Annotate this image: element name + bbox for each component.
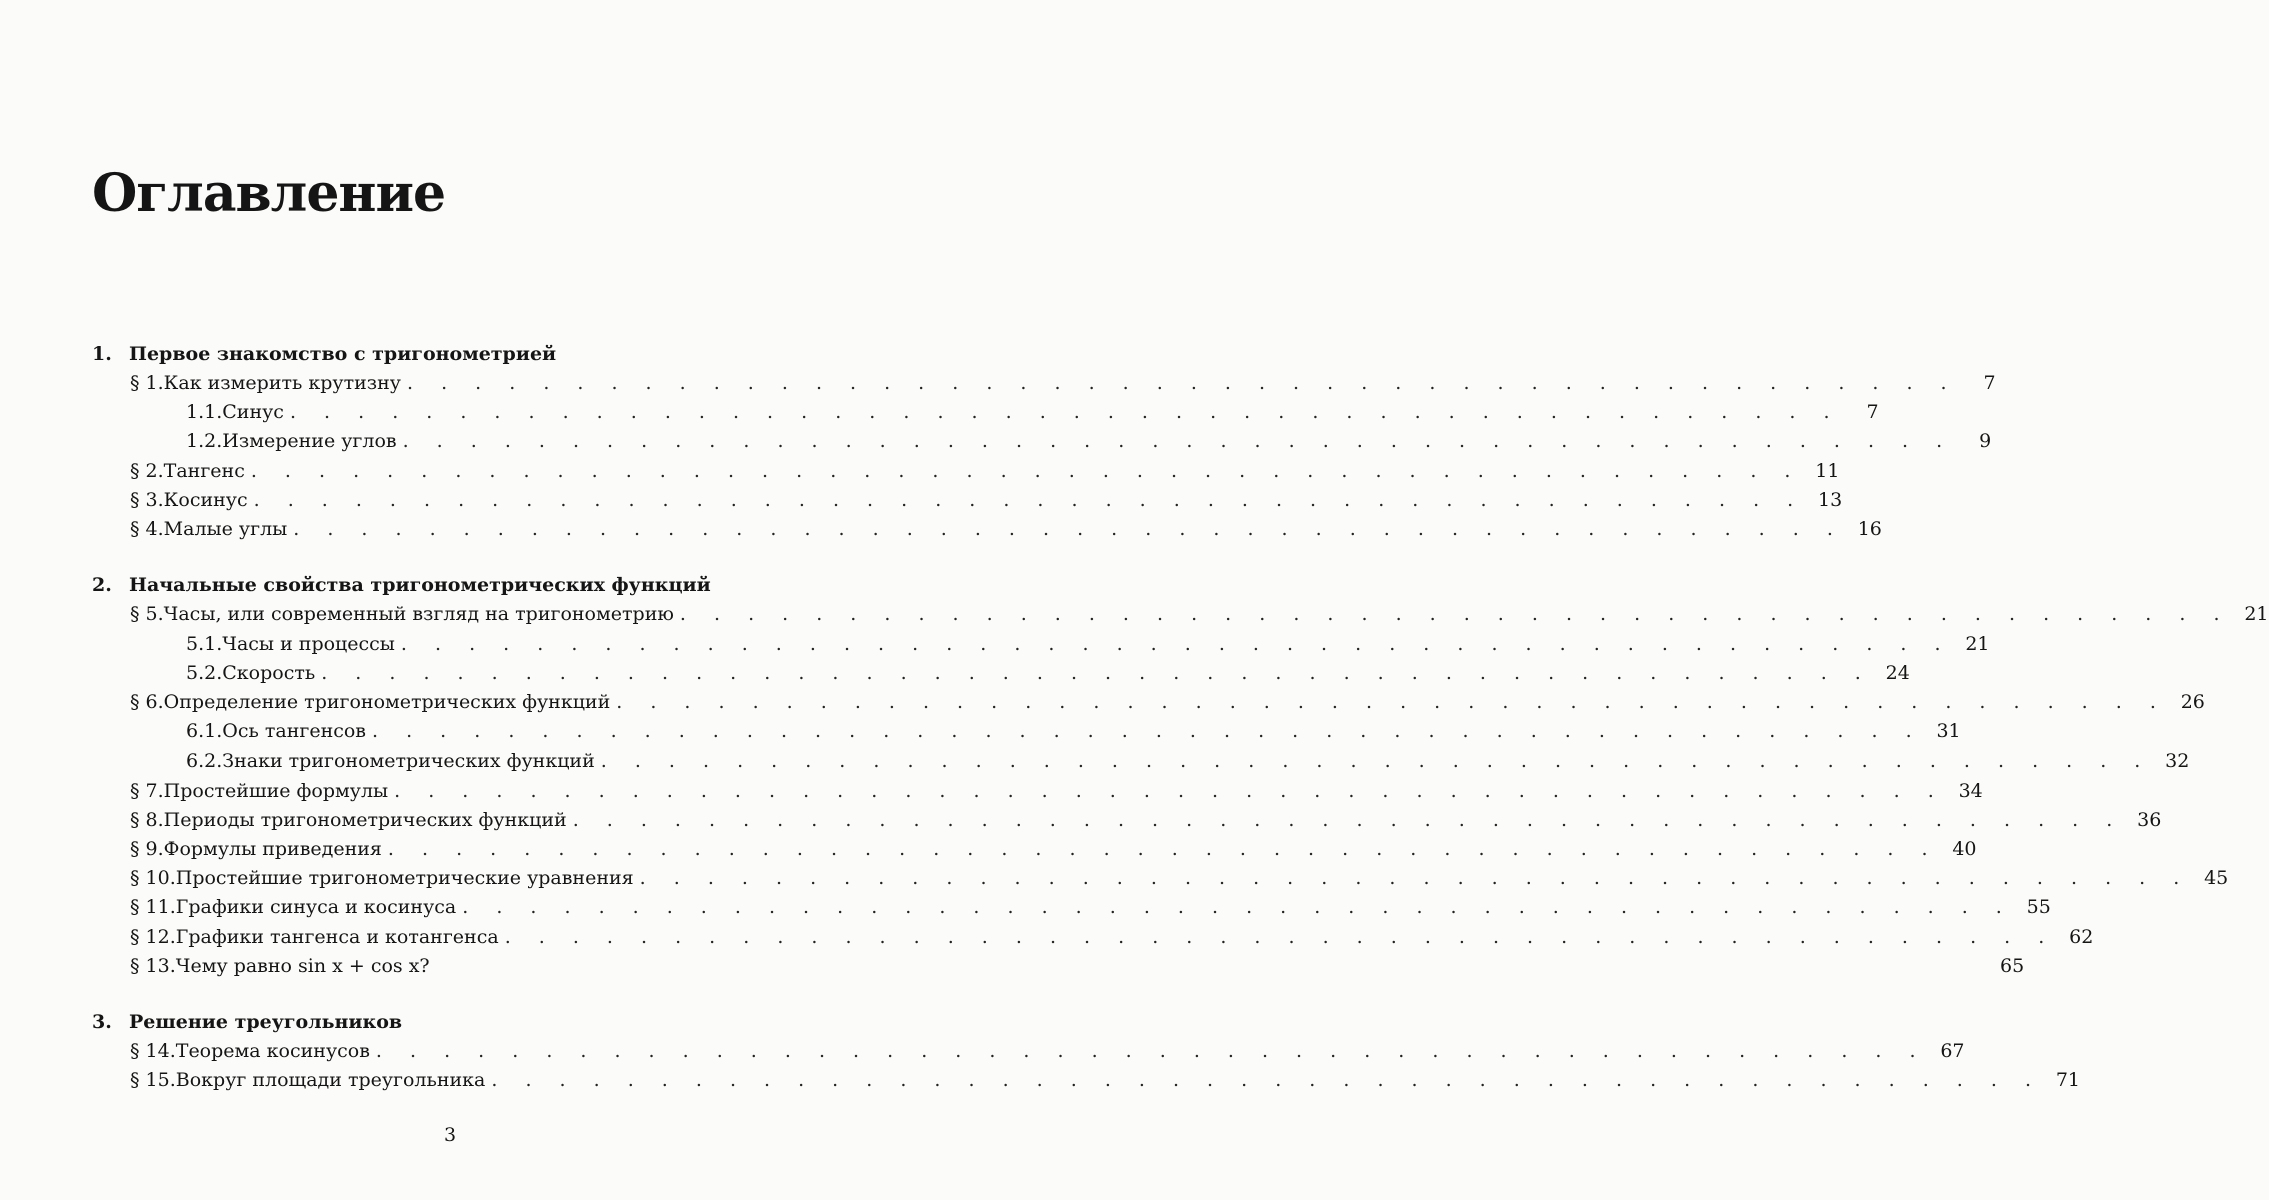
- entry-number: § 4.: [130, 518, 164, 540]
- entry-number: § 3.: [130, 489, 164, 511]
- entry-title: Скорость: [222, 662, 316, 684]
- toc-subentry[interactable]: [186, 660, 1910, 686]
- entry-number: § 9.: [130, 838, 164, 860]
- entry-title: Простейшие тригонометрические уравнения: [175, 867, 634, 889]
- chapter-number: 3.: [92, 1011, 112, 1033]
- toc-entry[interactable]: [130, 865, 2229, 891]
- entry-number: 6.1.: [186, 720, 223, 742]
- entry-number: § 5.: [130, 603, 164, 625]
- entry-title: Периоды тригонометрических функций: [163, 809, 567, 831]
- entry-number: § 10.: [130, 867, 176, 889]
- chapter-title: Решение треугольников: [129, 1011, 403, 1033]
- entry-page: 24: [1885, 662, 1910, 684]
- entry-title: Чему равно sin x + cos x?: [175, 955, 430, 977]
- entry-title: Простейшие формулы: [163, 780, 389, 802]
- dot-leader: . . . . . . . . . . . . . . . . . . . . . . . . . . . . . . . . . . . . . . . . . . . . . .: [639, 867, 2191, 889]
- entry-title: Как измерить крутизну: [163, 372, 401, 394]
- entry-page: 21: [2244, 603, 2269, 625]
- dot-leader: . . . . . . . . . . . . . . . . . . . . . . . . . . . . . . . . . . . . . . . . . . . . . .: [491, 1069, 2042, 1091]
- entry-title: Косинус: [163, 489, 248, 511]
- entry-page: 11: [1815, 460, 1840, 482]
- toc-entry[interactable]: [130, 807, 2162, 833]
- dot-leader: . . . . . . . . . . . . . . . . . . . . . . . . . . . . . . . . . . . . . . . . . . . . . .: [250, 460, 1802, 482]
- chapter-title: Первое знакомство с тригонометрией: [129, 343, 557, 365]
- toc-subentry[interactable]: [186, 428, 1992, 454]
- toc-entry[interactable]: [130, 1038, 1965, 1064]
- toc-subentry[interactable]: [186, 631, 1990, 657]
- toc-subentry[interactable]: [186, 399, 1879, 425]
- entry-title: Малые углы: [163, 518, 288, 540]
- page-number: 3: [443, 1124, 457, 1146]
- entry-page: 16: [1857, 518, 1882, 540]
- entry-page: 45: [2204, 867, 2229, 889]
- entry-page: 31: [1936, 720, 1961, 742]
- dot-leader: . . . . . . . . . . . . . . . . . . . . . . . . . . . . . . . . . . . . . . . . . . . . . .: [400, 633, 1952, 655]
- toc-entry[interactable]: [130, 370, 1996, 396]
- dot-leader: . . . . . . . . . . . . . . . . . . . . . . . . . . . . . . . . . . . . . . . . . . . . . .: [407, 372, 1958, 394]
- page-title: Оглавление: [92, 163, 446, 224]
- chapter-number: 2.: [92, 574, 112, 596]
- entry-page: 34: [1958, 780, 1983, 802]
- toc-entry[interactable]: [130, 894, 2051, 920]
- entry-title: Измерение углов: [222, 430, 397, 452]
- entry-title: Знаки тригонометрических функций: [222, 750, 595, 772]
- entry-page: 40: [1952, 838, 1977, 860]
- toc-subentry[interactable]: [186, 748, 2190, 774]
- dot-leader: . . . . . . . . . . . . . . . . . . . . . . . . . . . . . . . . . . . . . . . . . . . . . .: [289, 401, 1841, 423]
- entry-page: 13: [1818, 489, 1843, 511]
- entry-page: 71: [2055, 1069, 2080, 1091]
- entry-title: Вокруг площади треугольника: [175, 1069, 486, 1091]
- dot-leader: . . . . . . . . . . . . . . . . . . . . . . . . . . . . . . . . . . . . . . . . . . . . . .: [372, 720, 1923, 742]
- entry-page: 21: [1965, 633, 1990, 655]
- dot-leader: . . . . . . . . . . . . . . . . . . . . . . . . . . . . . . . . . . . . . . . . . . . . . .: [293, 518, 1844, 540]
- toc-entry[interactable]: [130, 487, 1843, 513]
- entry-page: 67: [1940, 1040, 1965, 1062]
- entry-page: 62: [2069, 926, 2094, 948]
- toc-entry[interactable]: [130, 953, 2025, 979]
- entry-title: Часы и процессы: [222, 633, 395, 655]
- entry-title: Ось тангенсов: [222, 720, 367, 742]
- entry-title: Теорема косинусов: [175, 1040, 370, 1062]
- entry-number: § 1.: [130, 372, 164, 394]
- toc-entry[interactable]: [130, 689, 2205, 715]
- entry-number: § 12.: [130, 926, 176, 948]
- dot-leader: . . . . . . . . . . . . . . . . . . . . . . . . . . . . . . . . . . . . . . . . . . . . . .: [616, 691, 2167, 713]
- entry-number: § 7.: [130, 780, 164, 802]
- entry-number: § 2.: [130, 460, 164, 482]
- chapter-heading: [92, 345, 556, 364]
- dot-leader: . . . . . . . . . . . . . . . . . . . . . . . . . . . . . . . . . . . . . . . . . . . . . .: [679, 603, 2231, 625]
- entry-title: Синус: [222, 401, 284, 423]
- toc-entry[interactable]: [130, 924, 2094, 950]
- dot-leader: . . . . . . . . . . . . . . . . . . . . . . . . . . . . . . . . . . . . . . . . . . . . . .: [462, 896, 2013, 918]
- dot-leader: . . . . . . . . . . . . . . . . . . . . . . . . . . . . . . . . . . . . . . . . . . . . . .: [387, 838, 1939, 860]
- entry-number: 1.1.: [186, 401, 223, 423]
- chapter-number: 1.: [92, 343, 112, 365]
- entry-page: 32: [2165, 750, 2190, 772]
- toc-entry[interactable]: [130, 778, 1983, 804]
- entry-title: Определение тригонометрических функций: [163, 691, 611, 713]
- entry-page: 26: [2180, 691, 2205, 713]
- dot-leader: . . . . . . . . . . . . . . . . . . . . . . . . . . . . . . . . . . . . . . . . . . . . . .: [402, 430, 1954, 452]
- entry-number: § 11.: [130, 896, 176, 918]
- entry-page: 55: [2026, 896, 2051, 918]
- entry-title: Формулы приведения: [163, 838, 382, 860]
- entry-number: 5.1.: [186, 633, 223, 655]
- entry-number: 5.2.: [186, 662, 223, 684]
- entry-page: 7: [1983, 372, 1996, 394]
- toc-subentry[interactable]: [186, 718, 1961, 744]
- entry-title: Графики синуса и косинуса: [175, 896, 457, 918]
- dot-leader: . . . . . . . . . . . . . . . . . . . . . . . . . . . . . . . . . . . . . . . . . . . . . .: [253, 489, 1805, 511]
- entry-title: Графики тангенса и котангенса: [175, 926, 499, 948]
- entry-number: 1.2.: [186, 430, 223, 452]
- entry-number: § 8.: [130, 809, 164, 831]
- toc-entry[interactable]: [130, 1067, 2080, 1093]
- entry-page: 7: [1866, 401, 1879, 423]
- entry-number: § 14.: [130, 1040, 176, 1062]
- dot-leader: . . . . . . . . . . . . . . . . . . . . . . . . . . . . . . . . . . . . . . . . . . . . . .: [375, 1040, 1927, 1062]
- toc-entry[interactable]: [130, 516, 1882, 542]
- toc-entry[interactable]: [130, 601, 2269, 627]
- toc-entry[interactable]: [130, 836, 1977, 862]
- dot-leader: . . . . . . . . . . . . . . . . . . . . . . . . . . . . . . . . . . . . . . . . . . . . . .: [572, 809, 2124, 831]
- entry-title: Часы, или современный взгляд на тригонометрию: [163, 603, 674, 625]
- chapter-heading: [92, 576, 711, 595]
- entry-number: § 15.: [130, 1069, 176, 1091]
- entry-page: 65: [2000, 955, 2025, 977]
- entry-number: § 6.: [130, 691, 164, 713]
- entry-page: 9: [1979, 430, 1992, 452]
- dot-leader: . . . . . . . . . . . . . . . . . . . . . . . . . . . . . . . . . . . . . . . . . . . . . .: [600, 750, 2152, 772]
- chapter-title: Начальные свойства тригонометрических функций: [129, 574, 711, 596]
- dot-leader: . . . . . . . . . . . . . . . . . . . . . . . . . . . . . . . . . . . . . . . . . . . . . .: [321, 662, 1872, 684]
- dot-leader: . . . . . . . . . . . . . . . . . . . . . . . . . . . . . . . . . . . . . . . . . . . . . .: [504, 926, 2056, 948]
- entry-number: 6.2.: [186, 750, 223, 772]
- entry-title: Тангенс: [163, 460, 245, 482]
- entry-page: 36: [2137, 809, 2162, 831]
- toc-entry[interactable]: [130, 458, 1840, 484]
- entry-number: § 13.: [130, 955, 176, 977]
- chapter-heading: [92, 1013, 402, 1032]
- dot-leader: . . . . . . . . . . . . . . . . . . . . . . . . . . . . . . . . . . . . . . . . . . . . . .: [394, 780, 1945, 802]
